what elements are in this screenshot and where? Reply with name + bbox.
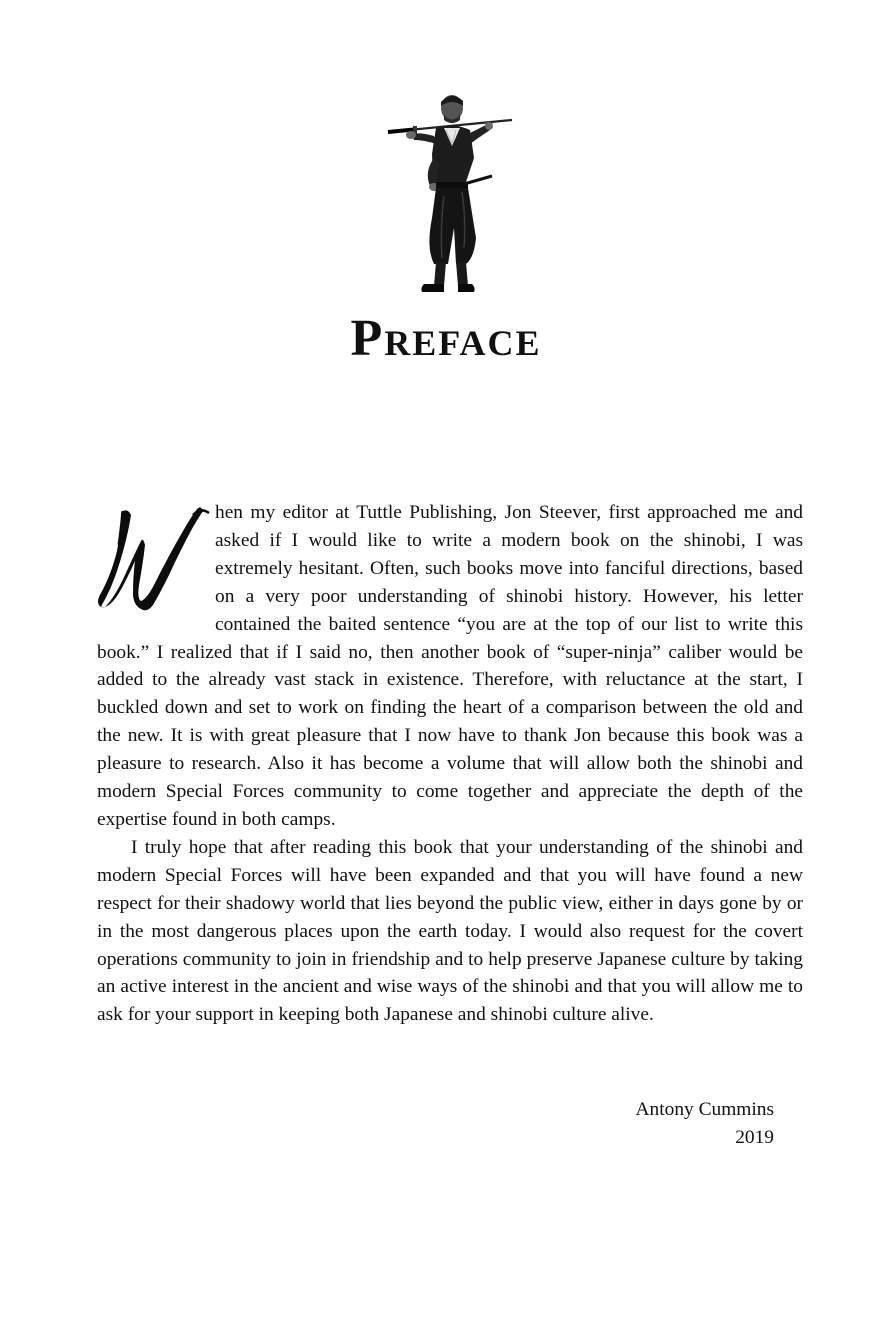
signature-block: [636, 1096, 774, 1152]
page-title: Preface: [350, 310, 542, 367]
signature-year: 2019: [735, 1127, 774, 1148]
dropcap-w: [97, 501, 215, 611]
author-name: Antony Cummins: [635, 1099, 774, 1120]
paragraph-1: hen my editor at Tuttle Publishing, Jon Steever, first approached me and asked if I would like to write a modern book on the shinobi, I was extremely hesitant. Often, such books move into fanciful directions, based on a very poor understanding of shinobi history. However, his letter contained the baited sentence “you are at the top of our list to write this book.” I realized that if I said no, then another book of “super-ninja” caliber would be added to the already vast stack in existence. Therefore, with reluctance at the start, I buckled down and set to work on finding the heart of a comparison between the old and the new. It is with great pleasure that I now have to thank Jon because this book was a pleasure to research. Also it has become a volume that will allow both the shinobi and modern Special Forces community to come together and appreciate the depth of the expertise found in both camps.: [97, 502, 803, 830]
paragraph-2: I truly hope that after reading this book that your understanding of the shinobi and modern Special Forces will have been expanded and that you will have found a new respect for their shadowy world that lies beyond the public view, either in days gone by or in the most dangerous places upon the earth today. I would also request for the covert operations community to join in friendship and to help preserve Japanese culture by taking an active interest in the ancient and wise ways of the shinobi and that you will allow me to ask for your support in keeping both Japanese and shinobi culture alive.: [97, 836, 803, 1026]
shinobi-figure-image: [380, 88, 520, 308]
preface-body: [97, 499, 803, 1029]
